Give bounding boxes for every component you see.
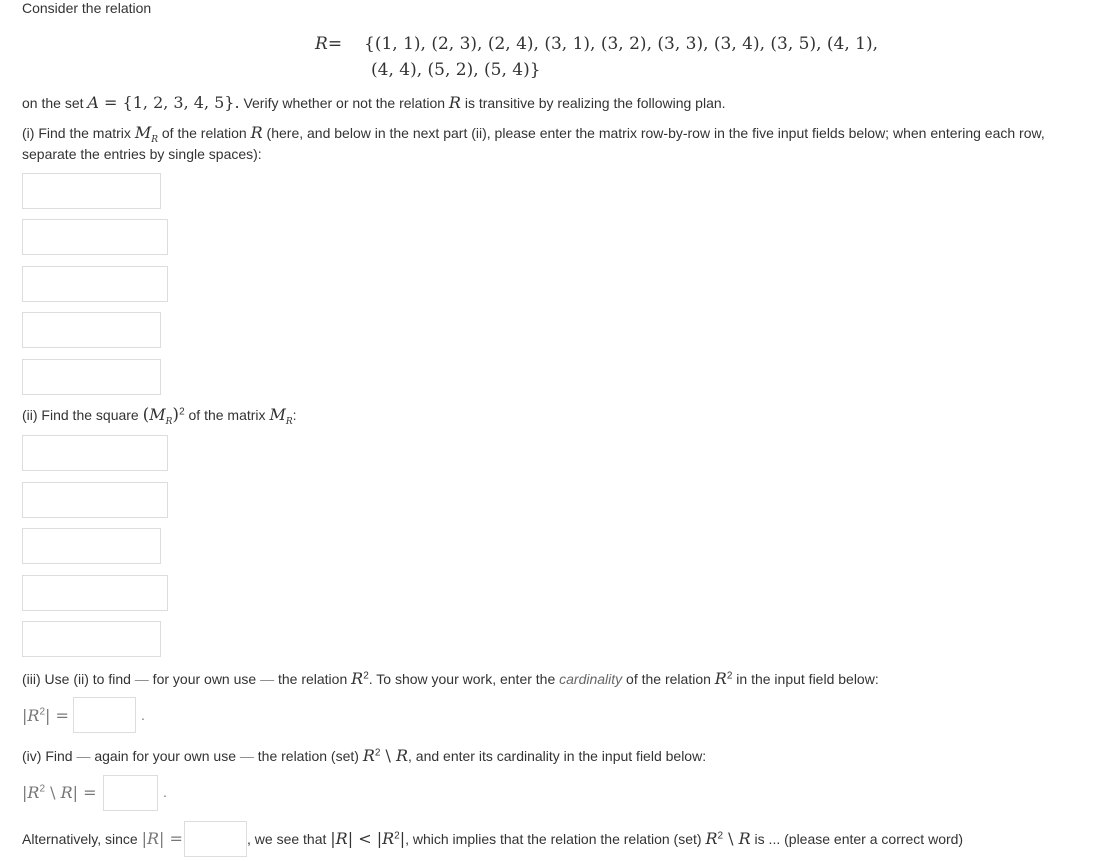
part3-own: for your own use [148,671,261,687]
set-line-R: R [448,93,461,112]
relation-eq: = [327,34,343,54]
difference-cardinality-input[interactable] [103,775,158,811]
alt-lead [22,829,183,848]
set-line [22,93,726,112]
part2-instruction [22,405,297,427]
part4-dash-2: — [239,748,254,764]
alt-s-setminus: \ [723,829,739,848]
part1-post: (here, and below in the next part (ii), please enter the matrix row-by-row in the five input fields below; when entering each row, [262,125,1045,141]
part2-M: M [149,405,166,424]
part1-M: M [134,123,152,142]
alt-c2-sup: 2 [394,830,400,842]
set-line-mid: Verify whether or not the relation [239,95,449,111]
part2-M2-sub: R [285,416,293,427]
r-cardinality-input[interactable] [184,821,247,857]
relation-line-2: (4, 4), (5, 2), (5, 4)} [371,60,541,80]
set-eq: = [98,93,123,112]
square-row-3-input[interactable] [22,528,161,564]
alt-c-R: R [335,829,348,848]
part3-lhs-R: R [27,706,40,725]
part2-lparen: ( [142,405,150,425]
part3-equation [22,706,69,726]
part3-lhs-sup: 2 [39,706,45,718]
part3-dash-1: — [134,671,149,687]
part4-sup: 2 [374,747,381,759]
alt-rest [247,829,963,848]
square-row-4-input[interactable] [22,575,168,611]
part4-period: . [163,784,167,800]
part3-post-b: of the relation [622,671,715,687]
alt-R: R [146,829,160,848]
alt-c2-R: R [382,829,395,848]
part4-pre: (iv) Find [22,748,77,764]
matrix-row-4-input[interactable] [22,312,161,348]
part3-dash-2: — [260,671,275,687]
square-row-1-input[interactable] [22,435,168,471]
part4-lhs-sup: 2 [39,783,45,795]
square-row-5-input[interactable] [22,621,161,657]
alt-s-R2: R [738,829,751,848]
part4-lhs-R2: R [60,783,73,802]
part3-eq: = [50,706,69,725]
alt-eq: = [164,829,183,848]
part4-equation [22,783,97,803]
part4-instruction [22,746,706,765]
alt-post1: , which implies that the relation the relation (set) [405,831,706,847]
part4-lhs-R: R [27,783,40,802]
part3-instruction [22,669,879,688]
part4-post: , and enter its cardinality in the input field below: [408,748,707,764]
set-A: A [87,93,99,112]
part3-pre: (iii) Use (ii) to find [22,671,135,687]
part2-M-sub: R [165,416,173,427]
part3-abs-close: | [45,706,51,725]
alt-c-close: | [347,829,354,848]
part3-abs-open: | [22,706,28,725]
part2-rparen: ) [172,405,180,425]
part1-instruction-cont: separate the entries by single spaces): [22,146,262,162]
matrix-row-5-input[interactable] [22,359,161,395]
alt-c2-open: | [376,829,383,848]
part3-cardinality: cardinality [559,671,623,687]
set-elements: {1, 2, 3, 4, 5}. [122,93,240,112]
part2-pre: (ii) Find the square [22,407,143,423]
r-squared-cardinality-input[interactable] [73,697,136,733]
part3-period: . [141,707,145,723]
part4-R2: R [395,746,409,765]
part3-R: R [351,669,364,688]
part3-post-c: in the input field below: [732,671,879,687]
alt-c2-close: | [399,829,406,848]
part4-abs-open: | [22,783,28,802]
intro-text: Consider the relation [22,0,152,16]
part3-sup: 2 [363,670,369,682]
part1-M-sub: R [151,134,158,145]
alt-abs-open: | [141,829,147,848]
part4-own: again for your own use [90,748,240,764]
alt-abs-close: | [159,829,165,848]
part1-instruction [22,123,1045,145]
alt-c-open: | [330,829,336,848]
part4-R: R [362,746,375,765]
part4-eq: = [78,783,97,802]
part2-sup: 2 [179,406,185,418]
alt-lt: < [353,829,377,848]
part1-mid: of the relation [157,125,251,141]
part4-dash-1: — [76,748,91,764]
matrix-row-1-input[interactable] [22,173,161,209]
alt-mid: , we see that [247,831,331,847]
alt-s-R: R [705,829,718,848]
square-row-2-input[interactable] [22,482,168,518]
part4-lhs-setminus: \ [45,783,61,802]
alt-s-sup: 2 [717,830,724,842]
alt-pre: Alternatively, since [22,831,142,847]
part2-mid: of the matrix [184,407,270,423]
part2-colon: : [292,407,297,423]
part3-sup2: 2 [726,670,733,682]
set-line-text: on the set [22,95,88,111]
part2-M2: M [269,405,286,424]
part4-mid: the relation (set) [253,748,363,764]
part3-post-a: . To show your work, enter the [368,671,560,687]
part1-pre: (i) Find the matrix [22,125,135,141]
relation-definition [315,34,342,54]
alt-post2: is ... (please enter a correct word) [750,831,964,847]
matrix-row-3-input[interactable] [22,266,168,302]
relation-lhs: R [315,34,328,54]
part4-abs-close: | [72,783,78,802]
part3-R2: R [714,669,727,688]
part3-mid: the relation [274,671,352,687]
relation-line-1: {(1, 1), (2, 3), (2, 4), (3, 1), (3, 2), (3, 3), (3, 4), (3, 5), (4, 1), [364,34,879,54]
set-line-post: is transitive by realizing the following plan. [460,95,726,111]
part1-R: R [250,123,263,142]
part4-setminus: \ [380,746,396,765]
matrix-row-2-input[interactable] [22,219,168,255]
